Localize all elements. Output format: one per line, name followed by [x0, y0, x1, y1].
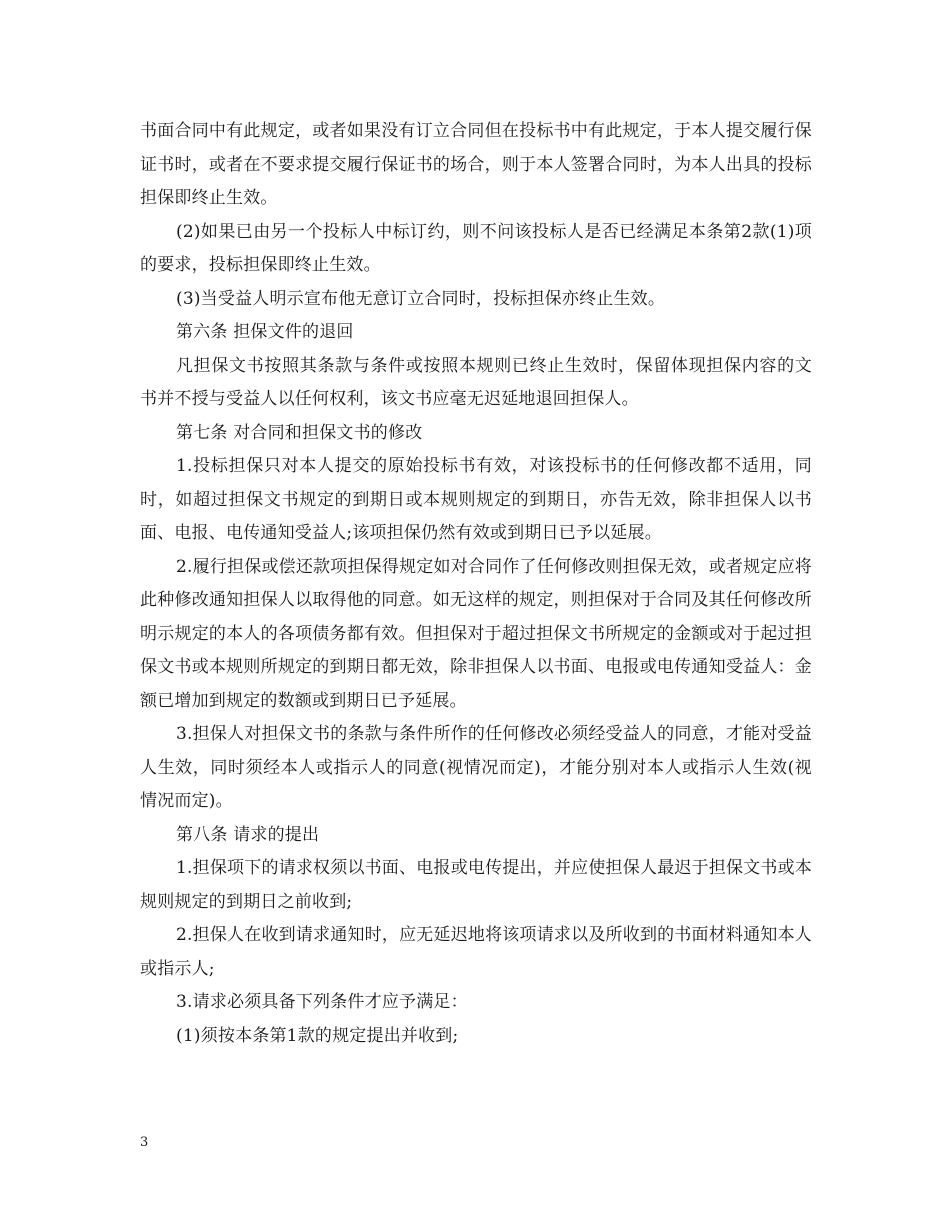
paragraph-9: 3.担保人对担保文书的条款与条件所作的任何修改必须经受益人的同意，才能对受益人生效，同时须经本人或指示人的同意(视情况而定)，才能分别对本人或指示人生效(视情况而定)。 [140, 724, 812, 811]
paragraph-1: 书面合同中有此规定，或者如果没有订立合同但在投标书中有此规定，于本人提交履行保证书时，或者在不要求提交履行保证书的场合，则于本人签署合同时，为本人出具的投标担保即终止生效。 [140, 121, 812, 208]
paragraph-2: (2)如果已由另一个投标人中标订约，则不问该投标人是否已经满足本条第2款(1)项的要求，投标担保即终止生效。 [140, 221, 812, 275]
paragraph-7: 1.投标担保只对本人提交的原始投标书有效，对该投标书的任何修改都不适用，同时，如超过担保文书规定的到期日或本规则规定的到期日，亦告无效，除非担保人以书面、电报、电传通知受益人;该项担保仍然有效或到期日已予以延展。 [140, 456, 812, 543]
paragraph-11: 1.担保项下的请求权须以书面、电报或电传提出，并应使担保人最迟于担保文书或本规则规定的到期日之前收到; [140, 858, 812, 912]
paragraph-12: 2.担保人在收到请求通知时，应无延迟地将该项请求以及所收到的书面材料通知本人或指示人; [140, 925, 812, 979]
paragraph-5: 凡担保文书按照其条款与条件或按照本规则已终止生效时，保留体现担保内容的文书并不授与受益人以任何权利，该文书应毫无迟延地退回担保人。 [140, 355, 812, 409]
page-number: 3 [140, 1135, 149, 1150]
article-6-heading: 第六条 担保文件的退回 [176, 322, 354, 342]
paragraph-13: 3.请求必须具备下列条件才应予满足： [176, 992, 468, 1012]
article-7-heading: 第七条 对合同和担保文书的修改 [176, 422, 423, 443]
paragraph-8: 2.履行担保或偿还款项担保得规定如对合同作了任何修改则担保无效，或者规定应将此种修改通知担保人以取得他的同意。如无这样的规定，则担保对于合同及其任何修改所明示规定的本人的各项债务都有效。但担保对于超过担保文书所规定的金额或对于起过担保文书或本规则所规定的到期日都无效，除非担保人以书面、电报或电传通知受益人：金额已增加到规定的数额或到期日已予延展。 [140, 556, 812, 711]
paragraph-3: (3)当受益人明示宣布他无意订立合同时，投标担保亦终止生效。 [176, 288, 666, 309]
document-body [140, 115, 812, 1053]
paragraph-14: (1)须按本条第1款的规定提出并收到; [176, 1025, 459, 1046]
article-8-heading: 第八条 请求的提出 [176, 824, 320, 845]
